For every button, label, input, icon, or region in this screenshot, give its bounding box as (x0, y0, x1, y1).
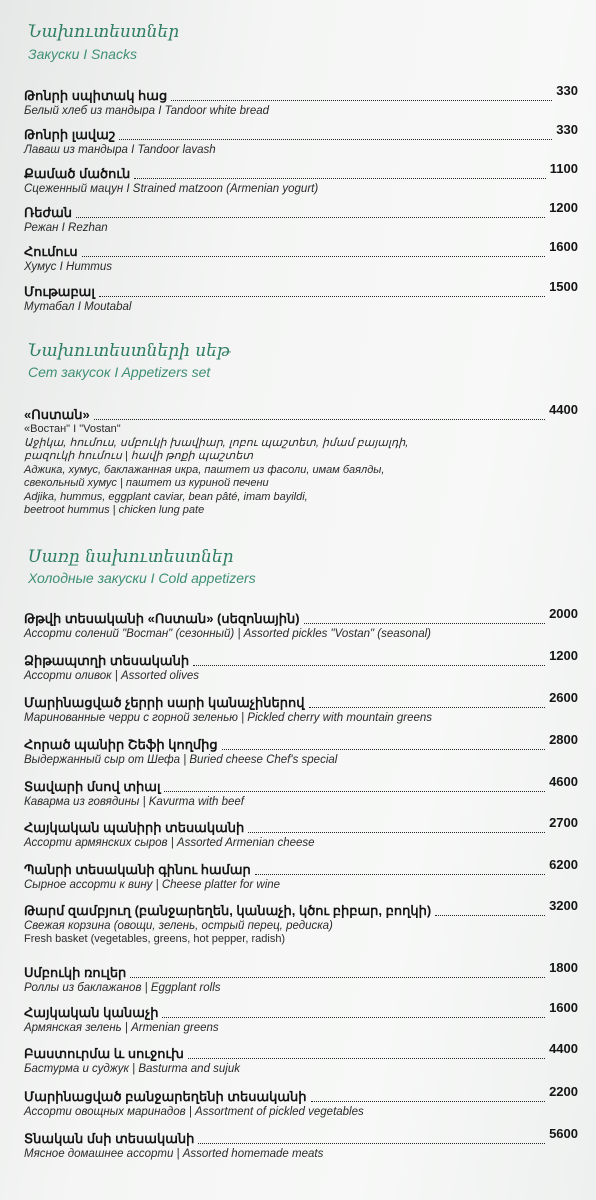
menu-item (24, 1000, 578, 1035)
item-name: Սմբուկի ռուլեր (24, 965, 127, 980)
dot-leader (188, 1057, 545, 1059)
item-name: Թթվի տեսականի «Ոստան» (սեզոնային) (24, 611, 300, 626)
item-price: 2000 (549, 606, 578, 621)
item-description: Выдержанный сыр от Шефа | Buried cheese Chef's special (24, 754, 338, 766)
dot-leader (171, 99, 552, 101)
dot-leader (311, 1100, 546, 1102)
dot-leader (309, 706, 546, 708)
menu-item (24, 732, 578, 767)
item-price: 4400 (549, 1041, 578, 1056)
item-name: Հումուս (24, 244, 78, 259)
item-description: Свежая корзина (овощи, зелень, острый перец, редиска) (24, 920, 333, 932)
dot-leader (130, 976, 545, 978)
item-name: Թոնրի սպիտակ հաց (24, 88, 168, 103)
item-description: Ассорти армянских сыров | Assorted Armenian cheese (24, 837, 315, 849)
item-description: Режан I Rezhan (24, 222, 108, 234)
item-price: 2700 (549, 815, 578, 830)
item-description: Сырное ассорти к вину | Cheese platter for wine (24, 879, 281, 891)
item-description: Ассорти солений "Востан" (сезонный) | Assorted pickles "Vostan" (seasonal) (24, 628, 431, 640)
set-line-ru-1: Аджика, хумус, баклажанная икра, паштет из фасоли, имам баялды, (24, 463, 385, 476)
item-price: 1600 (549, 1000, 578, 1015)
item-description: Белый хлеб из тандыра I Tandoor white bread (24, 105, 270, 117)
menu-item (24, 122, 578, 157)
item-description: Лаваш из тандыра I Tandoor lavash (24, 144, 216, 156)
item-name: Պանրի տեսականի գինու համար (24, 862, 251, 877)
item-description: Мутабал I Moutabal (24, 301, 132, 313)
item-description: Бастурма и суджук | Basturma and sujuk (24, 1063, 241, 1075)
set-line-ru-title: «Востан" I "Vostan" (24, 423, 121, 435)
item-name: Ռեժան (24, 205, 72, 220)
set-line-hy-1: Աջիկա, հումուս, սմբուկի խավիար, լոբու պաշտետ, իմամ բայալդի, (24, 436, 409, 449)
dot-leader (193, 664, 545, 666)
set-line-hy-2: բազուկի հումուս | հավի թոքի պաշտետ (24, 450, 253, 462)
item-name: Տավարի մսով տիալ (24, 779, 161, 794)
set-line-ru-2: свекольный хумус | паштет из куриной печени (24, 477, 269, 489)
item-name: Թոնրի լավաշ (24, 127, 116, 142)
dot-leader (134, 177, 546, 179)
item-price: 1200 (549, 200, 578, 215)
item-name: Տնական մսի տեսականի (24, 1131, 195, 1146)
item-price: 4600 (549, 774, 578, 789)
dot-leader (99, 295, 545, 297)
menu-item (24, 690, 578, 725)
item-description: Каварма из говядины | Kavurma with beef (24, 796, 244, 808)
item-price: 1600 (549, 239, 578, 254)
menu-item (24, 83, 578, 118)
dot-leader (222, 748, 545, 750)
dot-leader (248, 831, 545, 833)
section-title-cold: Սառը նախուտեստներ (28, 547, 234, 567)
menu-item (24, 815, 578, 850)
section-subtitle-snacks: Закуски I Snacks (28, 46, 137, 62)
menu-item (24, 239, 578, 274)
menu-item (24, 606, 578, 641)
item-description: Ассорти оливок | Assorted olives (24, 670, 199, 682)
item-description: Хумус I Hummus (24, 261, 113, 273)
menu-item (24, 648, 578, 683)
dot-leader (76, 216, 545, 218)
menu-item (24, 1041, 578, 1076)
menu-item-set (24, 402, 578, 518)
menu-item (24, 279, 578, 314)
set-line-en-1: Adjika, hummus, eggplant caviar, bean pâté, imam bayildi, (24, 490, 308, 503)
menu-item (24, 857, 578, 892)
dot-leader (164, 790, 545, 792)
item-price: 330 (556, 122, 578, 137)
item-price: 2800 (549, 732, 578, 747)
item-description: Маринованные черри с горной зеленью | Pickled cherry with mountain greens (24, 712, 433, 724)
dot-leader (198, 1142, 545, 1144)
item-price: 1200 (549, 648, 578, 663)
item-name: Ձիթապտղի տեսականի (24, 653, 190, 668)
item-description: Роллы из баклажанов | Eggplant rolls (24, 982, 221, 994)
item-description: Сцеженный мацун I Strained matzoon (Armenian yogurt) (24, 183, 319, 195)
section-title-snacks: Նախուտեստներ (28, 22, 180, 42)
item-description: Мясное домашнее ассорти | Assorted homemade meats (24, 1148, 324, 1160)
item-name: Մութաբալ (24, 284, 95, 299)
item-price: 6200 (549, 857, 578, 872)
item-price: 1500 (549, 279, 578, 294)
menu-item (24, 161, 578, 196)
item-description: Ассорти овощных маринадов | Assortment of pickled vegetables (24, 1106, 364, 1118)
section-title-set: Նախուտեստների սեթ (28, 341, 231, 361)
item-name: Թարմ զամբյուղ (բանջարեղեն, կանաչի, կծու բիբար, բողկի) (24, 903, 432, 918)
set-line-en-2: beetroot hummus | chicken lung pate (24, 504, 205, 516)
dot-leader (255, 873, 545, 875)
dot-leader (304, 622, 546, 624)
item-name: Մարինացված չերրի սարի կանաչիներով (24, 695, 305, 710)
menu-item (24, 1084, 578, 1119)
item-price: 2600 (549, 690, 578, 705)
item-price: 2200 (549, 1084, 578, 1099)
menu-item (24, 960, 578, 995)
dot-leader (119, 138, 552, 140)
item-name: Հայկական պանիրի տեսականի (24, 820, 245, 835)
dot-leader (435, 914, 545, 916)
item-price: 330 (556, 83, 578, 98)
menu-item (24, 774, 578, 809)
dot-leader (94, 418, 545, 420)
item-price: 4400 (549, 402, 578, 417)
item-name: Հորած պանիր Շեֆի կողմից (24, 737, 218, 752)
item-description: Армянская зелень | Armenian greens (24, 1022, 219, 1034)
item-price: 1100 (549, 161, 578, 176)
menu-item (24, 1126, 578, 1161)
item-name: Մարինացված բանջարեղենի տեսականի (24, 1089, 307, 1104)
dot-leader (82, 255, 546, 257)
item-name: Քամած մածուն (24, 166, 131, 181)
dot-leader (162, 1016, 545, 1018)
item-price: 3200 (549, 898, 578, 913)
menu-item (24, 898, 578, 947)
item-description-en: Fresh basket (vegetables, greens, hot pepper, radish) (24, 933, 286, 945)
item-price: 1800 (549, 960, 578, 975)
item-price: 5600 (549, 1126, 578, 1141)
item-name: Հայկական կանաչի (24, 1005, 159, 1020)
item-name: Բաստուրմա և սուջուխ (24, 1046, 184, 1061)
section-subtitle-set: Сет закусок I Appetizers set (28, 364, 211, 380)
menu-item (24, 200, 578, 235)
item-name: «Ոստան» (24, 407, 90, 422)
section-subtitle-cold: Холодные закуски I Cold appetizers (28, 570, 256, 586)
